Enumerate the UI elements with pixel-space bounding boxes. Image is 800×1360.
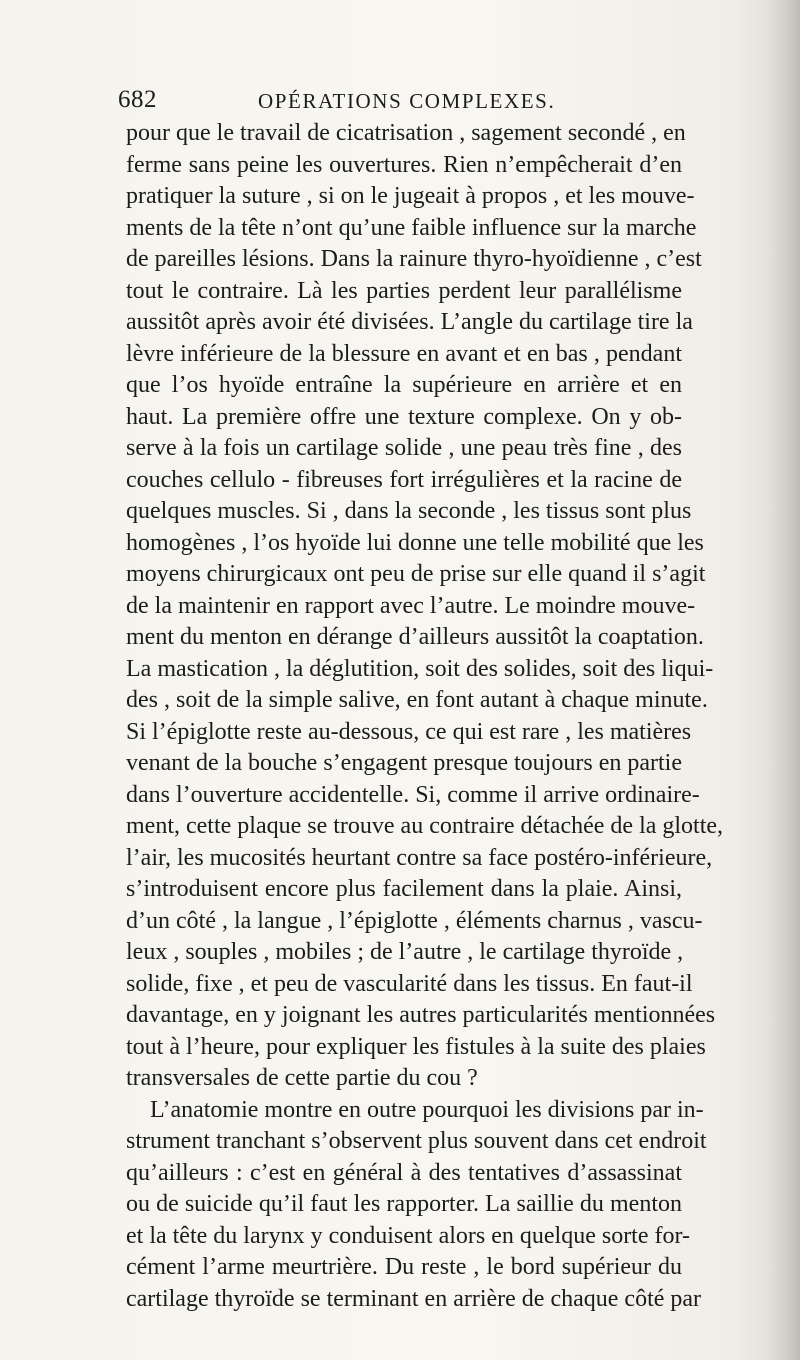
text-line: des , soit de la simple salive, en font autant à chaque minute.: [126, 687, 708, 713]
text-line: de la maintenir en rapport avec l’autre. Le moindre mouve-: [126, 592, 696, 619]
text-line: pratiquer la suture , si on le jugeait à propos , et les mouve-: [126, 183, 695, 209]
text-line: quelques muscles. Si , dans la seconde , les tissus sont plus: [126, 498, 692, 524]
text-line: ment du menton en dérange d’ailleurs aussitôt la coaptation.: [126, 624, 704, 650]
text-line: davantage, en y joignant les autres particularités mentionnées: [126, 1002, 716, 1028]
text-line: aussitôt après avoir été divisées. L’angle du cartilage tire la: [126, 309, 693, 335]
page-edge-shadow: [768, 0, 800, 1360]
text-line: Si l’épiglotte reste au-dessous, ce qui est rare , les matières: [126, 718, 692, 745]
text-line: tout le contraire. Là les parties perdent leur parallélisme: [126, 277, 682, 304]
text-line: serve à la fois un cartilage solide , une peau très fine , des: [126, 435, 682, 461]
text-line: solide, fixe , et peu de vascularité dans les tissus. En faut-il: [126, 970, 693, 997]
text-line: moyens chirurgicaux ont peu de prise sur elle quand il s’agit: [126, 561, 706, 587]
text-line: qu’ailleurs : c’est en général à des tentatives d’assassinat: [126, 1159, 682, 1186]
text-line: pour que le travail de cicatrisation , sagement secondé , en: [126, 120, 686, 146]
text-line: cartilage thyroïde se terminant en arrière de chaque côté par: [126, 1285, 702, 1312]
text-line: ments de la tête n’ont qu’une faible influence sur la marche: [126, 214, 697, 241]
text-line: d’un côté , la langue , l’épiglotte , éléments charnus , vascu-: [126, 907, 703, 934]
text-line: La mastication , la déglutition, soit des solides, soit des liqui-: [126, 655, 714, 682]
text-line: transversales de cette partie du cou ?: [126, 1065, 478, 1091]
page-number: 682: [118, 86, 157, 113]
text-line: lèvre inférieure de la blessure en avant et en bas , pendant: [126, 340, 682, 367]
text-line: leux , souples , mobiles ; de l’autre , le cartilage thyroïde ,: [126, 939, 684, 965]
text-line: strument tranchant s’observent plus souvent dans cet endroit: [126, 1128, 707, 1154]
text-line: ment, cette plaque se trouve au contraire détachée de la glotte,: [126, 813, 724, 839]
text-line: de pareilles lésions. Dans la rainure thyro-hyoïdienne , c’est: [126, 246, 702, 272]
text-line: homogènes , l’os hyoïde lui donne une telle mobilité que les: [126, 529, 704, 556]
text-line: que l’os hyoïde entraîne la supérieure en arrière et en: [126, 372, 682, 398]
running-head: OPÉRATIONS COMPLEXES.: [258, 89, 556, 113]
text-line: l’air, les mucosités heurtant contre sa face postéro-inférieure,: [126, 844, 713, 871]
text-line: ferme sans peine les ouvertures. Rien n’empêcherait d’en: [126, 151, 682, 178]
text-line: dans l’ouverture accidentelle. Si, comme il arrive ordinaire-: [126, 781, 700, 808]
body-text: [126, 118, 724, 1315]
text-line: venant de la bouche s’engagent presque toujours en partie: [126, 750, 682, 776]
text-line: tout à l’heure, pour expliquer les fistules à la suite des plaies: [126, 1033, 706, 1060]
text-line: haut. La première offre une texture complexe. On y ob-: [126, 403, 682, 430]
text-line: cément l’arme meurtrière. Du reste , le bord supérieur du: [126, 1254, 682, 1280]
text-line: couches cellulo - fibreuses fort irrégulières et la racine de: [126, 466, 682, 493]
text-line: ou de suicide qu’il faut les rapporter. La saillie du menton: [126, 1191, 682, 1217]
text-line: et la tête du larynx y conduisent alors en quelque sorte for-: [126, 1222, 690, 1249]
page-header: [118, 86, 678, 116]
text-line: s’introduisent encore plus facilement dans la plaie. Ainsi,: [126, 876, 682, 902]
paragraph-start-line: L’anatomie montre en outre pourquoi les divisions par in-: [150, 1096, 704, 1123]
